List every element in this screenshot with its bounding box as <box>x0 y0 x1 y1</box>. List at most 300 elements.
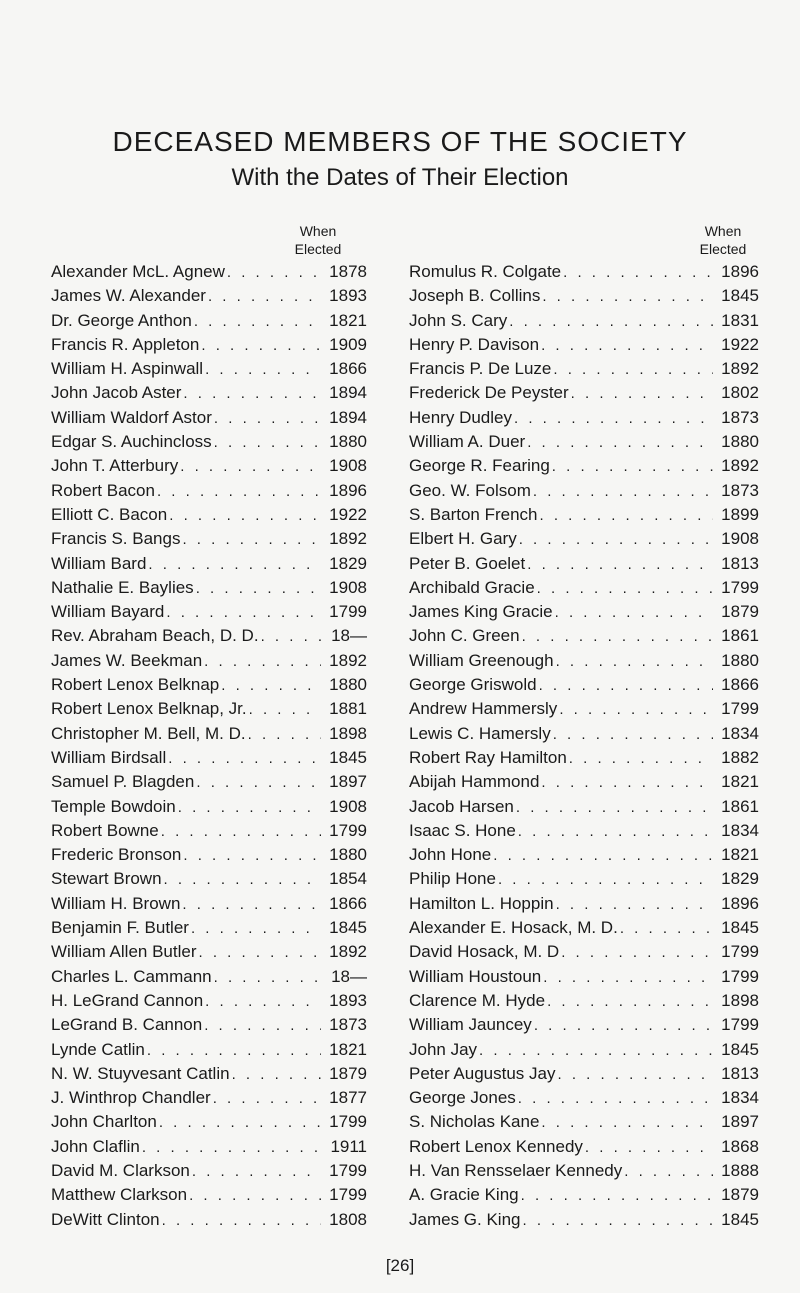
member-name: John Jacob Aster <box>51 383 182 403</box>
election-year: 1802 <box>721 383 759 403</box>
dot-leader <box>183 847 321 864</box>
member-name: George Jones <box>409 1088 516 1108</box>
election-year: 1861 <box>721 626 759 646</box>
election-year: 1898 <box>721 990 759 1010</box>
election-year: 1821 <box>721 845 759 865</box>
member-name: Alexander McL. Agnew <box>51 262 225 281</box>
dot-leader <box>620 920 713 937</box>
member-name: David Hosack, M. D <box>409 942 560 962</box>
election-year: 1897 <box>721 1112 759 1132</box>
dot-leader <box>213 1090 321 1107</box>
election-year: 1892 <box>721 456 759 476</box>
dot-leader <box>182 531 321 548</box>
dot-leader <box>205 993 321 1010</box>
election-year: 1799 <box>329 1112 367 1132</box>
member-row <box>51 772 367 796</box>
election-year: 1834 <box>721 1088 759 1108</box>
dot-leader <box>541 1114 713 1131</box>
dot-leader <box>556 896 713 913</box>
member-row <box>409 772 759 796</box>
member-row <box>51 1088 367 1112</box>
member-name: Nathalie E. Baylies <box>51 577 194 597</box>
dot-leader <box>547 993 713 1010</box>
election-year: 1866 <box>329 893 367 913</box>
member-row <box>51 383 367 407</box>
member-name: Elbert H. Gary <box>409 529 517 549</box>
member-name: John T. Atterbury <box>51 456 179 476</box>
election-year: 1908 <box>329 577 367 597</box>
dot-leader <box>201 337 321 354</box>
election-year: 1821 <box>329 310 367 330</box>
member-row <box>409 724 759 748</box>
dot-leader <box>498 871 713 888</box>
dot-leader <box>543 969 713 986</box>
member-name: Christopher M. Bell, M. D. <box>51 723 246 743</box>
member-row <box>409 918 759 942</box>
member-row <box>51 602 367 626</box>
election-year: 18— <box>331 966 367 986</box>
member-name: Isaac S. Hone <box>409 820 516 840</box>
member-name: Peter Augustus Jay <box>409 1063 556 1083</box>
member-name: Jacob Harsen <box>409 796 514 816</box>
left-member-list <box>51 262 367 1234</box>
member-row <box>409 432 759 456</box>
member-row <box>409 967 759 991</box>
member-row <box>51 432 367 456</box>
dot-leader <box>527 434 713 451</box>
election-year: 1879 <box>329 1063 367 1083</box>
member-name: Frederic Bronson <box>51 845 182 865</box>
member-name: Dr. George Anthon <box>51 310 192 330</box>
member-row <box>409 1112 759 1136</box>
member-row <box>409 869 759 893</box>
member-row <box>51 335 367 359</box>
member-name: William A. Duer <box>409 432 526 452</box>
dot-leader <box>227 264 321 281</box>
election-year: 1799 <box>721 699 759 719</box>
election-year: 1845 <box>721 1209 759 1229</box>
member-name: Edgar S. Auchincloss <box>51 432 212 452</box>
member-row <box>409 408 759 432</box>
member-name: Lynde Catlin <box>51 1039 145 1059</box>
dot-leader <box>157 483 321 500</box>
member-name: Clarence M. Hyde <box>409 990 546 1010</box>
member-name: LeGrand B. Cannon <box>51 1015 203 1035</box>
dot-leader <box>148 556 321 573</box>
dot-leader <box>214 434 321 451</box>
member-row <box>409 383 759 407</box>
election-year: 18— <box>331 626 367 646</box>
election-year: 1880 <box>329 845 367 865</box>
member-name: George Griswold <box>409 675 537 695</box>
member-name: Romulus R. Colgate <box>409 262 562 281</box>
election-year: 1799 <box>721 1015 759 1035</box>
member-name: Joseph B. Collins <box>409 286 541 306</box>
election-year: 1899 <box>721 504 759 524</box>
dot-leader <box>232 1066 321 1083</box>
member-row <box>51 1161 367 1185</box>
member-name: James G. King <box>409 1209 521 1229</box>
dot-leader <box>161 823 321 840</box>
dot-leader <box>204 1017 321 1034</box>
member-name: Lewis C. Hamersly <box>409 723 551 743</box>
election-year: 1845 <box>329 918 367 938</box>
election-year: 1897 <box>329 772 367 792</box>
page-subtitle: With the Dates of Their Election <box>231 164 569 191</box>
member-row <box>409 1040 759 1064</box>
member-name: William H. Aspinwall <box>51 359 204 379</box>
election-year: 1873 <box>721 407 759 427</box>
member-row <box>409 1185 759 1209</box>
member-name: H. Van Rensselaer Kennedy <box>409 1160 623 1180</box>
member-row <box>409 1137 759 1161</box>
dot-leader <box>557 1066 713 1083</box>
election-year: 1908 <box>329 456 367 476</box>
member-name: Philip Hone <box>409 869 496 889</box>
member-name: J. Winthrop Chandler <box>51 1088 211 1108</box>
dot-leader <box>248 726 321 743</box>
election-year: 1799 <box>721 942 759 962</box>
election-year: 1892 <box>329 650 367 670</box>
election-year: 1896 <box>329 480 367 500</box>
election-year: 1880 <box>329 675 367 695</box>
member-row <box>409 651 759 675</box>
dot-leader <box>539 677 713 694</box>
dot-leader <box>178 799 321 816</box>
election-year: 1880 <box>329 432 367 452</box>
left-column-header <box>278 222 358 258</box>
member-name: Robert Bacon <box>51 480 155 500</box>
page-title: DECEASED MEMBERS OF THE SOCIETY <box>112 126 688 157</box>
member-row <box>409 554 759 578</box>
election-year: 1868 <box>721 1136 759 1156</box>
election-year: 1873 <box>721 480 759 500</box>
member-name: George R. Fearing <box>409 456 550 476</box>
election-year: 1893 <box>329 286 367 306</box>
member-name: Benjamin F. Butler <box>51 918 189 938</box>
dot-leader <box>183 385 321 402</box>
member-name: William Jauncey <box>409 1015 532 1035</box>
member-name: William H. Brown <box>51 893 181 913</box>
election-year: 1829 <box>721 869 759 889</box>
member-name: Francis P. De Luze <box>409 359 552 379</box>
dot-leader <box>199 944 322 961</box>
member-name: Rev. Abraham Beach, D. D. <box>51 626 259 646</box>
left-header-line2: Elected <box>294 241 342 257</box>
election-year: 1813 <box>721 553 759 573</box>
election-year: 1880 <box>721 650 759 670</box>
member-row <box>51 1015 367 1039</box>
dot-leader <box>522 628 713 645</box>
election-year: 1879 <box>721 602 759 622</box>
election-year: 1866 <box>721 675 759 695</box>
member-name: Henry Dudley <box>409 407 512 427</box>
member-name: William Bayard <box>51 602 165 622</box>
dot-leader <box>585 1139 713 1156</box>
election-year: 1845 <box>721 918 759 938</box>
member-name: Alexander E. Hosack, M. D. <box>409 918 618 938</box>
dot-leader <box>169 507 321 524</box>
member-row <box>51 748 367 772</box>
dot-leader <box>159 1114 321 1131</box>
member-name: David M. Clarkson <box>51 1160 190 1180</box>
member-row <box>51 894 367 918</box>
member-row <box>51 942 367 966</box>
election-year: 1896 <box>721 262 759 281</box>
dot-leader <box>516 799 713 816</box>
member-row <box>51 456 367 480</box>
member-name: Stewart Brown <box>51 869 162 889</box>
member-row <box>409 602 759 626</box>
dot-leader <box>164 871 321 888</box>
dot-leader <box>563 264 713 281</box>
member-name: Robert Lenox Kennedy <box>409 1136 583 1156</box>
member-row <box>409 335 759 359</box>
dot-leader <box>537 580 713 597</box>
member-name: S. Barton French <box>409 504 538 524</box>
dot-leader <box>196 580 321 597</box>
election-year: 1894 <box>329 383 367 403</box>
election-year: 1882 <box>721 747 759 767</box>
election-year: 1813 <box>721 1063 759 1083</box>
election-year: 1893 <box>329 990 367 1010</box>
dot-leader <box>249 701 321 718</box>
dot-leader <box>196 774 321 791</box>
member-row <box>51 918 367 942</box>
election-year: 1799 <box>329 1185 367 1205</box>
member-name: H. LeGrand Cannon <box>51 990 204 1010</box>
dot-leader <box>552 458 713 475</box>
election-year: 1799 <box>721 577 759 597</box>
dot-leader <box>541 774 713 791</box>
page-number: [26] <box>385 1256 415 1275</box>
member-name: William Houstoun <box>409 966 542 986</box>
dot-leader <box>553 726 713 743</box>
election-year: 1922 <box>329 504 367 524</box>
member-row <box>51 821 367 845</box>
member-row <box>51 1185 367 1209</box>
dot-leader <box>191 920 321 937</box>
election-year: 1866 <box>329 359 367 379</box>
dot-leader <box>553 361 713 378</box>
member-row <box>51 675 367 699</box>
dot-leader <box>555 604 713 621</box>
election-year: 1908 <box>329 796 367 816</box>
member-name: John Jay <box>409 1039 478 1059</box>
member-name: John C. Green <box>409 626 520 646</box>
dot-leader <box>261 628 321 645</box>
dot-leader <box>182 896 321 913</box>
dot-leader <box>541 337 713 354</box>
dot-leader <box>519 531 713 548</box>
member-name: DeWitt Clinton <box>51 1209 160 1229</box>
dot-leader <box>561 944 713 961</box>
member-name: John Hone <box>409 845 492 865</box>
member-name: S. Nicholas Kane <box>409 1112 540 1132</box>
dot-leader <box>533 483 713 500</box>
member-name: Francis R. Appleton <box>51 334 200 354</box>
dot-leader <box>180 458 321 475</box>
member-row <box>51 626 367 650</box>
election-year: 1873 <box>329 1015 367 1035</box>
member-row <box>409 1088 759 1112</box>
member-name: William Greenough <box>409 650 554 670</box>
member-row <box>409 529 759 553</box>
election-year: 1909 <box>329 334 367 354</box>
election-year: 1911 <box>330 1136 367 1156</box>
dot-leader <box>518 823 713 840</box>
election-year: 1834 <box>721 820 759 840</box>
member-name: Charles L. Cammann <box>51 966 212 986</box>
member-name: Hamilton L. Hoppin <box>409 893 554 913</box>
election-year: 1845 <box>329 747 367 767</box>
dot-leader <box>571 385 713 402</box>
election-year: 1808 <box>329 1209 367 1229</box>
member-row <box>409 821 759 845</box>
member-row <box>51 699 367 723</box>
member-row <box>409 1161 759 1185</box>
member-name: Robert Ray Hamilton <box>409 747 567 767</box>
member-name: James W. Beekman <box>51 650 203 670</box>
member-name: Robert Lenox Belknap <box>51 675 220 695</box>
member-name: Archibald Gracie <box>409 577 535 597</box>
member-row <box>409 505 759 529</box>
dot-leader <box>214 969 321 986</box>
member-row <box>409 262 759 286</box>
dot-leader <box>624 1163 713 1180</box>
member-row <box>51 797 367 821</box>
dot-leader <box>493 847 713 864</box>
member-row <box>51 359 367 383</box>
member-row <box>409 845 759 869</box>
member-row <box>51 529 367 553</box>
member-row <box>51 505 367 529</box>
election-year: 1892 <box>329 942 367 962</box>
member-row <box>51 1064 367 1088</box>
member-row <box>51 311 367 335</box>
member-row <box>409 1015 759 1039</box>
member-row <box>51 1137 367 1161</box>
election-year: 1799 <box>329 820 367 840</box>
election-year: 1845 <box>721 286 759 306</box>
dot-leader <box>214 410 321 427</box>
election-year: 1877 <box>329 1088 367 1108</box>
election-year: 1892 <box>329 529 367 549</box>
election-year: 1821 <box>329 1039 367 1059</box>
member-row <box>51 262 367 286</box>
election-year: 1799 <box>329 602 367 622</box>
dot-leader <box>205 361 321 378</box>
member-row <box>51 845 367 869</box>
dot-leader <box>518 1090 713 1107</box>
member-name: William Bard <box>51 553 147 573</box>
member-row <box>51 991 367 1015</box>
right-member-list <box>409 262 759 1234</box>
dot-leader <box>142 1139 321 1156</box>
dot-leader <box>534 1017 713 1034</box>
election-year: 1888 <box>721 1160 759 1180</box>
member-row <box>409 699 759 723</box>
member-name: William Waldorf Astor <box>51 407 212 427</box>
member-name: Peter B. Goelet <box>409 553 526 573</box>
election-year: 1892 <box>721 359 759 379</box>
dot-leader <box>162 1212 321 1229</box>
election-year: 1894 <box>329 407 367 427</box>
election-year: 1922 <box>721 334 759 354</box>
election-year: 1879 <box>721 1185 759 1205</box>
dot-leader <box>523 1212 714 1229</box>
member-row <box>409 797 759 821</box>
member-row <box>409 1064 759 1088</box>
member-row <box>409 578 759 602</box>
member-row <box>409 748 759 772</box>
member-name: Francis S. Bangs <box>51 529 181 549</box>
member-name: Robert Lenox Belknap, Jr. <box>51 699 247 719</box>
right-header-line2: Elected <box>699 241 747 257</box>
member-name: Temple Bowdoin <box>51 796 176 816</box>
member-row <box>51 1210 367 1234</box>
member-row <box>409 1210 759 1234</box>
member-name: Robert Bowne <box>51 820 159 840</box>
member-name: Matthew Clarkson <box>51 1185 188 1205</box>
dot-leader <box>569 750 713 767</box>
election-year: 1861 <box>721 796 759 816</box>
member-name: A. Gracie King <box>409 1185 519 1205</box>
member-row <box>51 1040 367 1064</box>
dot-leader <box>204 653 321 670</box>
member-name: N. W. Stuyvesant Catlin <box>51 1063 230 1083</box>
member-row <box>409 675 759 699</box>
member-name: Henry P. Davison <box>409 334 540 354</box>
dot-leader <box>147 1042 321 1059</box>
member-row <box>409 286 759 310</box>
member-name: Elliott C. Bacon <box>51 504 168 524</box>
dot-leader <box>527 556 713 573</box>
right-column-header <box>683 222 763 258</box>
election-year: 1821 <box>721 772 759 792</box>
member-name: William Birdsall <box>51 747 167 767</box>
member-row <box>51 869 367 893</box>
member-row <box>51 578 367 602</box>
dot-leader <box>221 677 321 694</box>
member-row <box>51 408 367 432</box>
election-year: 1799 <box>721 966 759 986</box>
election-year: 1845 <box>721 1039 759 1059</box>
election-year: 1896 <box>721 893 759 913</box>
member-name: Abijah Hammond <box>409 772 540 792</box>
member-name: James King Gracie <box>409 602 553 622</box>
dot-leader <box>559 701 713 718</box>
election-year: 1898 <box>329 723 367 743</box>
election-year: 1829 <box>329 553 367 573</box>
dot-leader <box>479 1042 713 1059</box>
member-name: James W. Alexander <box>51 286 206 306</box>
right-header-line1: When <box>704 223 742 239</box>
member-row <box>409 456 759 480</box>
member-name: John Charlton <box>51 1112 157 1132</box>
dot-leader <box>556 653 713 670</box>
member-row <box>409 481 759 505</box>
member-row <box>51 286 367 310</box>
election-year: 1908 <box>721 529 759 549</box>
member-row <box>409 311 759 335</box>
dot-leader <box>192 1163 321 1180</box>
dot-leader <box>189 1187 321 1204</box>
member-row <box>409 626 759 650</box>
dot-leader <box>166 604 321 621</box>
member-row <box>409 991 759 1015</box>
member-name: Frederick De Peyster <box>409 383 569 403</box>
